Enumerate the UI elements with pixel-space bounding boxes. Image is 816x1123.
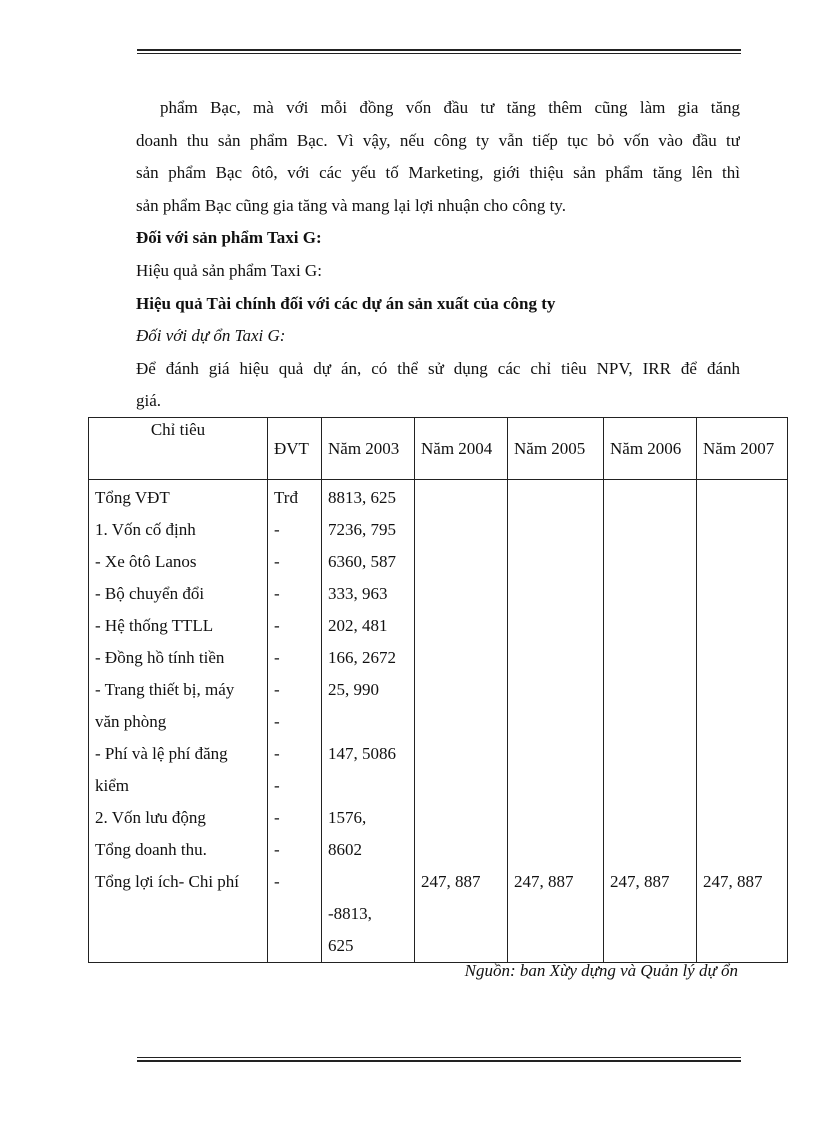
table-header-row [89,418,788,480]
table-cell: 202, 481 [328,616,388,635]
table-cell: 166, 2672 [328,648,396,667]
unit-column [268,480,322,963]
header-2003: Năm 2003 [322,418,415,480]
table-cell: kiểm [95,776,129,795]
year-2005-column [508,480,604,963]
header-indicator: Chỉ tiêu [89,418,268,480]
efficiency-line: Hiệu quả sản phẩm Taxi G: [136,260,322,280]
year-2006-column [604,480,697,963]
table-cell: - [274,872,280,891]
table-cell: - [274,744,280,763]
table-cell: - Phí và lệ phí đăng [95,744,228,763]
table-cell: - [274,616,280,635]
table-cell: -8813, [328,904,372,923]
table-cell: 625 [328,936,354,955]
table-cell: - Bộ chuyển đổi [95,584,205,603]
table-cell: 1. Vốn cố định [95,520,196,539]
table-cell: - [274,840,280,859]
header-2005: Năm 2005 [508,418,604,480]
table-cell: - [274,552,280,571]
heading-finance: Hiệu quả Tài chính đối với các dự án sản xuất của công ty [136,293,556,313]
table-cell: - Xe ôtô Lanos [95,552,197,571]
table-cell: Tổng lợi ích- Chi phí [95,872,240,891]
table-cell: 7236, 795 [328,520,396,539]
table-cell: 147, 5086 [328,744,396,763]
paragraph-line: Để đánh giá hiệu quả dự án, có thể sử dụng các chỉ tiêu NPV, IRR để đánh [136,358,740,378]
table-cell: 247, 887 [703,872,763,891]
table-cell: 8813, 625 [328,488,396,507]
indicator-column [89,480,268,963]
table-cell [328,770,414,802]
table-cell: 247, 887 [514,872,574,891]
paragraph-line: sản phẩm Bạc cũng gia tăng và mang lại lợi nhuận cho công ty. [136,195,566,215]
table-cell: - [274,776,280,795]
table-cell: - Trang thiết bị, máy [95,680,235,699]
table-cell: Tổng VĐT [95,488,170,507]
year-2007-column [697,480,788,963]
footer-rule [137,1057,741,1064]
table-cell: 1576, [328,808,367,827]
italic-subheading: Đối với dự ổn Taxi G: [136,326,286,346]
table-cell: 333, 963 [328,584,388,603]
year-2004-column [415,480,508,963]
table-cell: Trđ [274,488,298,507]
header-2004: Năm 2004 [415,418,508,480]
table-cell [328,866,414,898]
table-cell: - [274,584,280,603]
paragraph-line: doanh thu sản phẩm Bạc. Vì vậy, nếu công ty vẫn tiếp tục bỏ vốn vào đầu tư [136,130,740,150]
table-cell: - [274,680,280,699]
table-cell: - Đồng hồ tính tiền [95,648,225,667]
header-unit: ĐVT [268,418,322,480]
header-2007: Năm 2007 [697,418,788,480]
paragraph-line: phẩm Bạc, mà với mỗi đồng vốn đầu tư tăng thêm cũng làm gia tăng [160,98,740,117]
table-cell: - [274,520,280,539]
header-rule [137,49,741,56]
table-cell: 8602 [328,840,362,859]
table-body-row [89,480,788,963]
source-note: Nguồn: ban Xừy dựng và Quản lý dự ổn [464,961,738,980]
table-cell: 2. Vốn lưu động [95,808,206,827]
table-cell: 247, 887 [610,872,670,891]
heading-taxi: Đối với sản phẩm Taxi G: [136,228,322,248]
table-cell: 25, 990 [328,680,379,699]
paragraph-line: giá. [136,391,162,411]
investment-table [88,417,788,963]
table-cell: - [274,648,280,667]
table-cell: Tổng doanh thu. [95,840,207,859]
table-cell: văn phòng [95,712,167,731]
table-cell: 6360, 587 [328,552,396,571]
table-cell: - Hệ thống TTLL [95,616,214,635]
year-2003-column [322,480,415,963]
table-cell: - [274,808,280,827]
table-cell: 247, 887 [421,872,481,891]
header-2006: Năm 2006 [604,418,697,480]
document-body [136,92,740,418]
table-cell [328,706,414,738]
table-cell: - [274,712,280,731]
paragraph-line: sản phẩm Bạc ôtô, với các yếu tố Marketing, giới thiệu sản phẩm tăng lên thì [136,163,740,183]
